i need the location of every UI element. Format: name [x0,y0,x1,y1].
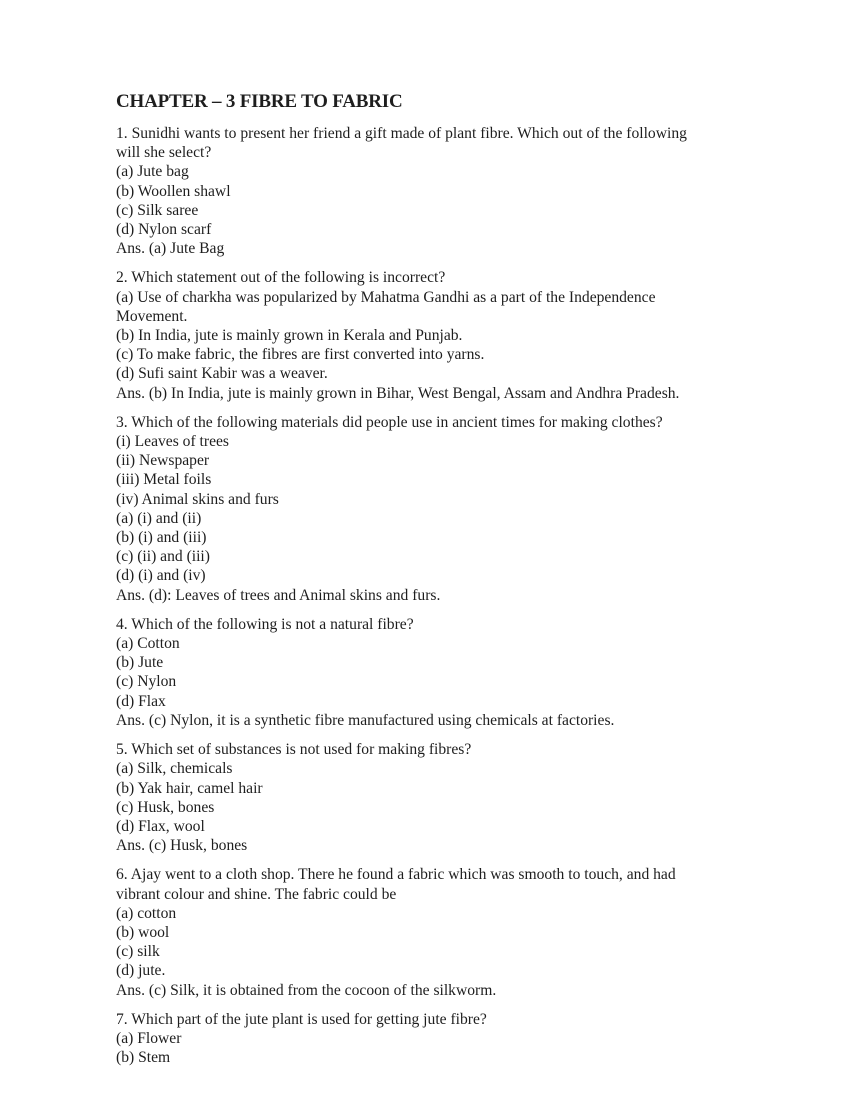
text-line: (a) Silk, chemicals [116,760,233,778]
document-page [116,90,756,1077]
question-text: 5. Which set of substances is not used for making fibres? [116,741,472,759]
text-line: (b) Stem [116,1049,171,1067]
question-block [116,268,756,402]
text-line: (b) (i) and (iii) [116,529,207,547]
answer-line: Ans. (b) In India, jute is mainly grown in Bihar, West Bengal, Assam and Andhra Pradesh. [116,384,680,402]
text-line: (a) Cotton [116,635,180,653]
text-line: (b) In India, jute is mainly grown in Kerala and Punjab. [116,327,463,345]
question-text: 6. Ajay went to a cloth shop. There he found a fabric which was smooth to touch, and had [116,866,676,884]
text-line: (c) Nylon [116,673,177,691]
question-list [116,124,756,1067]
text-line: (i) Leaves of trees [116,433,229,451]
question-block [116,413,756,605]
text-line: (a) cotton [116,904,177,922]
question-text: 3. Which of the following materials did people use in ancient times for making clothes? [116,413,663,431]
question-block [116,615,756,730]
text-line: (ii) Newspaper [116,452,210,470]
question-text: 1. Sunidhi wants to present her friend a gift made of plant fibre. Which out of the following [116,125,687,142]
text-line: (a) (i) and (ii) [116,509,202,527]
question-block [116,740,756,855]
text-line: (d) Flax [116,692,166,710]
text-line: (d) Flax, wool [116,817,205,835]
text-line: (c) To make fabric, the fibres are first converted into yarns. [116,346,485,364]
answer-line: Ans. (c) Husk, bones [116,837,248,855]
answer-line: Ans. (a) Jute Bag [116,240,225,258]
text-line: (c) Silk saree [116,201,199,219]
text-line: (iii) Metal foils [116,471,212,489]
answer-line: Ans. (d): Leaves of trees and Animal skins and furs. [116,586,441,604]
text-line: (d) Sufi saint Kabir was a weaver. [116,365,328,383]
text-line: (a) Flower [116,1029,182,1047]
text-line: (a) Use of charkha was popularized by Mahatma Gandhi as a part of the Independence [116,288,656,306]
text-line: (d) Nylon scarf [116,221,212,239]
text-line: vibrant colour and shine. The fabric could be [116,885,397,903]
text-line: will she select? [116,144,212,162]
answer-line: Ans. (c) Nylon, it is a synthetic fibre manufactured using chemicals at factories. [116,711,615,729]
text-line: (c) silk [116,943,160,961]
text-line: Movement. [116,307,188,325]
question-block [116,865,756,999]
text-line: (b) Yak hair, camel hair [116,779,263,797]
text-line: (d) (i) and (iv) [116,567,206,585]
chapter-title: CHAPTER – 3 FIBRE TO FABRIC [116,91,403,112]
text-line: (b) wool [116,923,170,941]
text-line: (iv) Animal skins and furs [116,490,279,508]
text-line: (b) Jute [116,654,164,672]
question-text: 7. Which part of the jute plant is used for getting jute fibre? [116,1010,487,1028]
text-line: (a) Jute bag [116,163,189,181]
question-block [116,1010,756,1068]
question-text: 2. Which statement out of the following is incorrect? [116,269,446,287]
question-block [116,124,756,258]
answer-line: Ans. (c) Silk, it is obtained from the cocoon of the silkworm. [116,981,497,999]
text-line: (c) Husk, bones [116,798,215,816]
text-line: (b) Woollen shawl [116,182,231,200]
text-line: (c) (ii) and (iii) [116,548,210,566]
question-text: 4. Which of the following is not a natural fibre? [116,615,414,633]
text-line: (d) jute. [116,962,166,980]
